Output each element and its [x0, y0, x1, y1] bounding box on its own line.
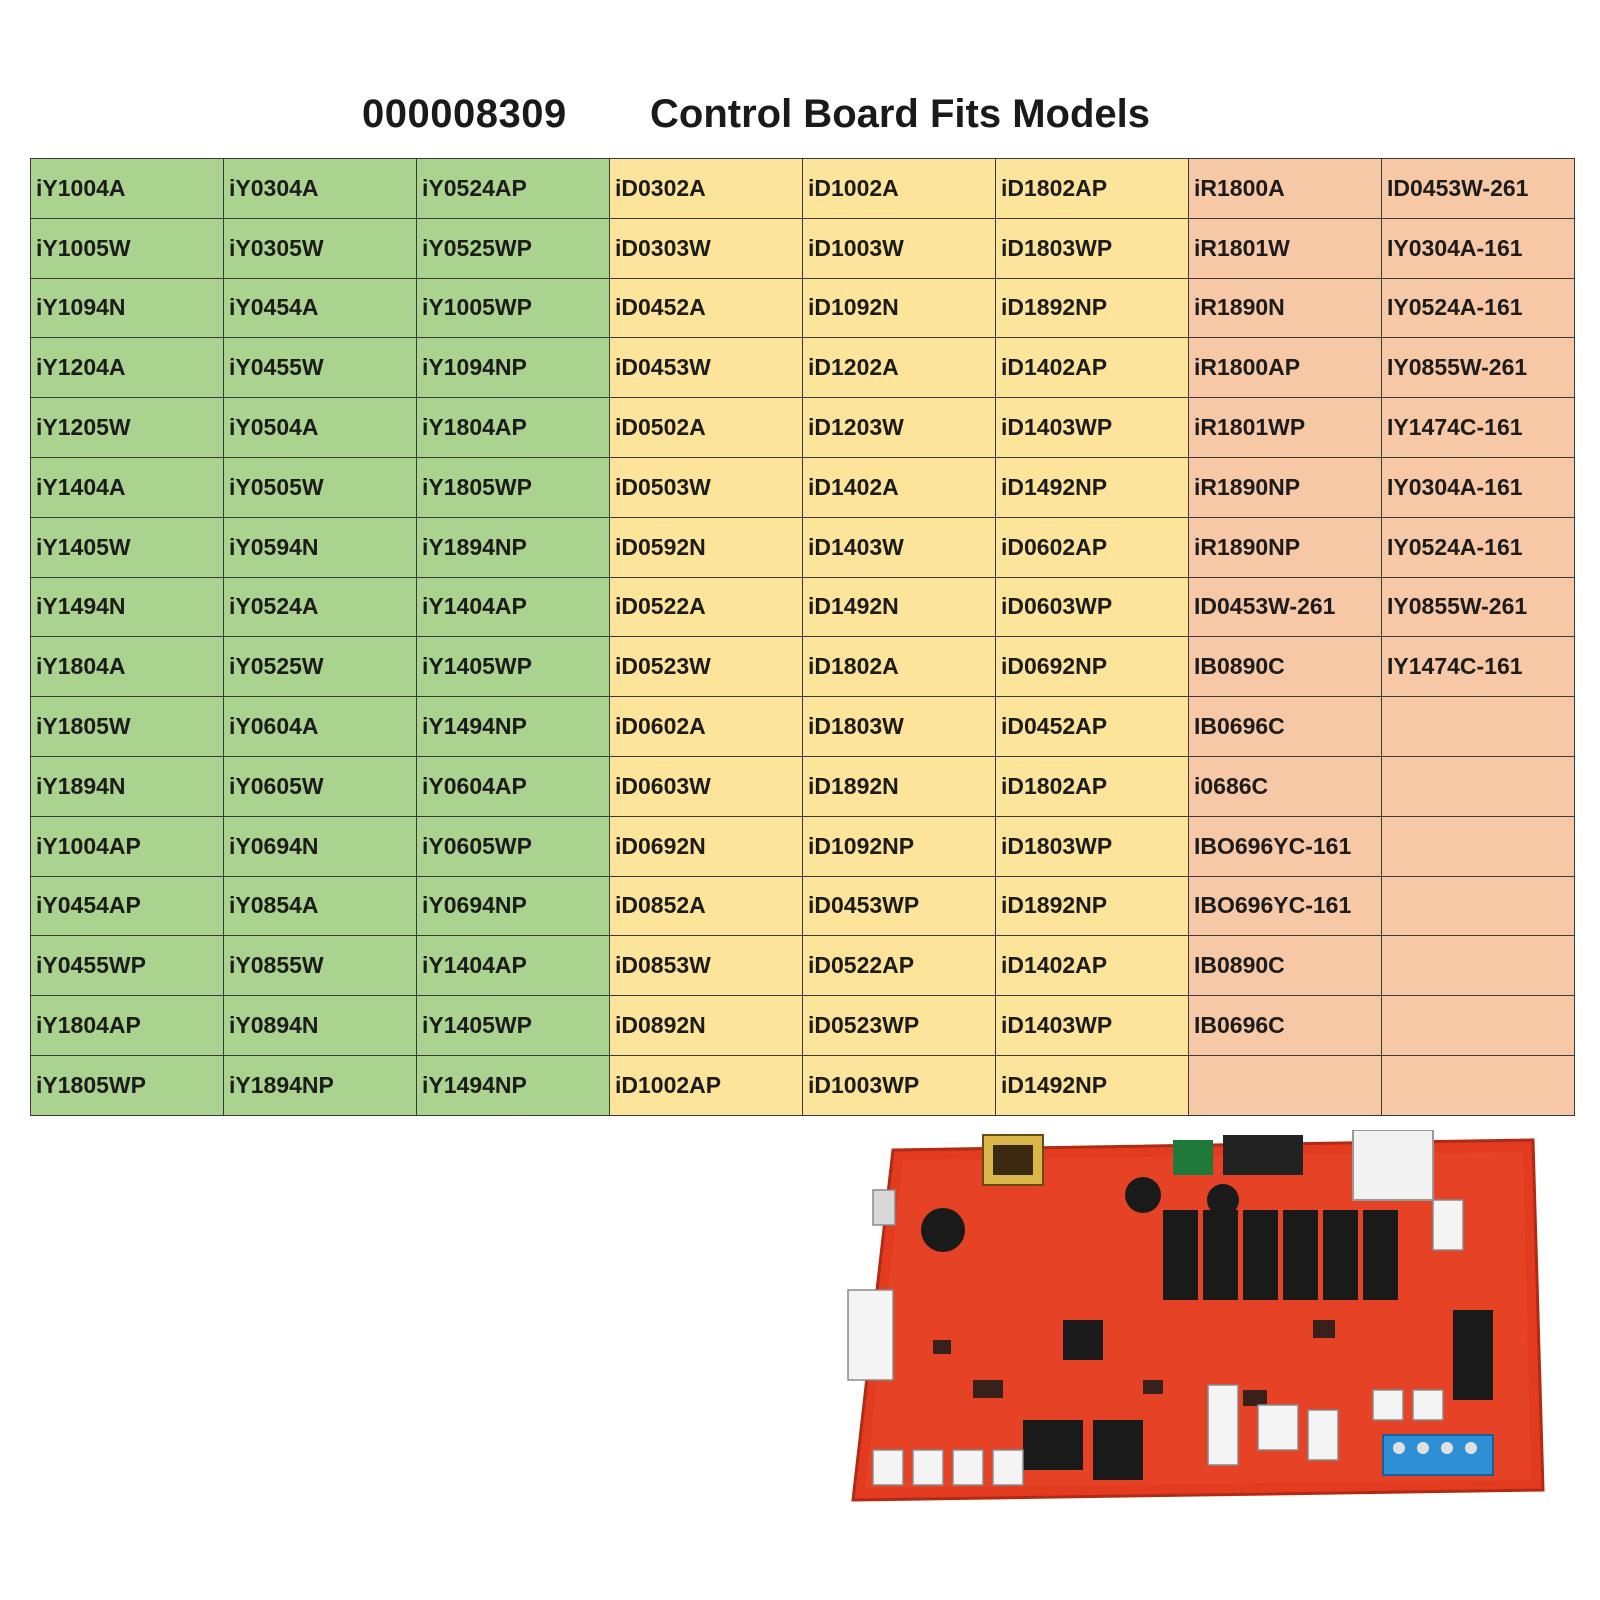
- model-cell: iD1403WP: [996, 398, 1189, 458]
- model-cell: iD1802AP: [996, 756, 1189, 816]
- model-cell: [1382, 876, 1575, 936]
- model-cell: ID0453W-261: [1189, 577, 1382, 637]
- model-cell: IBO696YC-161: [1189, 816, 1382, 876]
- model-cell: iD0602AP: [996, 517, 1189, 577]
- model-cell: iY0604A: [224, 697, 417, 757]
- model-cell: iY1804A: [31, 637, 224, 697]
- model-cell: iY1804AP: [417, 398, 610, 458]
- model-cell: iY0694NP: [417, 876, 610, 936]
- model-cell: iY1094NP: [417, 338, 610, 398]
- model-cell: iY0525W: [224, 637, 417, 697]
- table-row: [31, 816, 1575, 876]
- model-cell: iY0525WP: [417, 218, 610, 278]
- model-cell: iR1800A: [1189, 159, 1382, 219]
- model-cell: iY1405W: [31, 517, 224, 577]
- model-cell: iY0455W: [224, 338, 417, 398]
- model-cell: iY0605W: [224, 756, 417, 816]
- table-row: [31, 697, 1575, 757]
- model-cell: iD1003WP: [803, 1055, 996, 1115]
- model-cell: IY0855W-261: [1382, 577, 1575, 637]
- model-cell: IY0524A-161: [1382, 278, 1575, 338]
- model-cell: IB0890C: [1189, 936, 1382, 996]
- page-title: [0, 92, 1600, 144]
- model-cell: iY0304A: [224, 159, 417, 219]
- model-cell: iD0692NP: [996, 637, 1189, 697]
- model-cell: iD0592N: [610, 517, 803, 577]
- model-cell: iD0852A: [610, 876, 803, 936]
- model-cell: iY0505W: [224, 457, 417, 517]
- model-cell: iD0452A: [610, 278, 803, 338]
- model-cell: iD0453WP: [803, 876, 996, 936]
- model-cell: iD0602A: [610, 697, 803, 757]
- table-row: [31, 637, 1575, 697]
- model-cell: iY1205W: [31, 398, 224, 458]
- model-cell: iY0855W: [224, 936, 417, 996]
- model-cell: iD0302A: [610, 159, 803, 219]
- model-cell: IB0696C: [1189, 996, 1382, 1056]
- model-cell: iD0503W: [610, 457, 803, 517]
- model-cell: iD1492NP: [996, 457, 1189, 517]
- model-cell: iD1402AP: [996, 936, 1189, 996]
- model-cell: iD0502A: [610, 398, 803, 458]
- model-cell: iY1004AP: [31, 816, 224, 876]
- model-cell: ID0453W-261: [1382, 159, 1575, 219]
- model-cell: iY0504A: [224, 398, 417, 458]
- model-cell: iY1894NP: [224, 1055, 417, 1115]
- model-cell: iD1803WP: [996, 218, 1189, 278]
- model-cell: IY1474C-161: [1382, 637, 1575, 697]
- model-cell: iD0522A: [610, 577, 803, 637]
- model-cell: IB0890C: [1189, 637, 1382, 697]
- model-cell: iR1801W: [1189, 218, 1382, 278]
- control-board-image: [843, 1130, 1555, 1520]
- table-row: [31, 218, 1575, 278]
- model-cell: iY0854A: [224, 876, 417, 936]
- model-cell: iD1002AP: [610, 1055, 803, 1115]
- model-cell: [1382, 996, 1575, 1056]
- table-row: [31, 517, 1575, 577]
- model-cell: iY0524A: [224, 577, 417, 637]
- model-cell: iD0522AP: [803, 936, 996, 996]
- model-cell: iY1204A: [31, 338, 224, 398]
- model-cell: [1382, 936, 1575, 996]
- model-cell: IBO696YC-161: [1189, 876, 1382, 936]
- model-cell: iR1800AP: [1189, 338, 1382, 398]
- model-cell: iY0604AP: [417, 756, 610, 816]
- table-row: [31, 996, 1575, 1056]
- model-cell: iY1894N: [31, 756, 224, 816]
- model-cell: iR1890N: [1189, 278, 1382, 338]
- model-cell: iY0594N: [224, 517, 417, 577]
- model-cell: IY0304A-161: [1382, 457, 1575, 517]
- model-cell: iD0892N: [610, 996, 803, 1056]
- table-row: [31, 398, 1575, 458]
- model-cell: iD0603WP: [996, 577, 1189, 637]
- model-cell: iY1494NP: [417, 1055, 610, 1115]
- model-cell: iY0605WP: [417, 816, 610, 876]
- model-cell: iD1092NP: [803, 816, 996, 876]
- model-cell: iY0524AP: [417, 159, 610, 219]
- model-cell: IY0855W-261: [1382, 338, 1575, 398]
- table-row: [31, 876, 1575, 936]
- model-cell: iR1890NP: [1189, 457, 1382, 517]
- model-cell: iY1494N: [31, 577, 224, 637]
- model-cell: iD1892NP: [996, 876, 1189, 936]
- model-cell: iD0603W: [610, 756, 803, 816]
- table-row: [31, 338, 1575, 398]
- model-cell: IY0304A-161: [1382, 218, 1575, 278]
- model-cell: iY1005WP: [417, 278, 610, 338]
- model-cell: iD1403WP: [996, 996, 1189, 1056]
- model-cell: iY0894N: [224, 996, 417, 1056]
- model-cell: iD0853W: [610, 936, 803, 996]
- models-table: [30, 158, 1575, 1116]
- model-cell: iY1404AP: [417, 577, 610, 637]
- model-cell: iY1805WP: [31, 1055, 224, 1115]
- model-cell: iY1405WP: [417, 996, 610, 1056]
- table-row: [31, 936, 1575, 996]
- table-row: [31, 1055, 1575, 1115]
- table-row: [31, 159, 1575, 219]
- model-cell: IY0524A-161: [1382, 517, 1575, 577]
- model-cell: iD1202A: [803, 338, 996, 398]
- table-row: [31, 577, 1575, 637]
- model-cell: iY1094N: [31, 278, 224, 338]
- model-cell: [1382, 816, 1575, 876]
- model-cell: iD1803W: [803, 697, 996, 757]
- model-cell: IB0696C: [1189, 697, 1382, 757]
- model-cell: iD1402A: [803, 457, 996, 517]
- model-cell: [1189, 1055, 1382, 1115]
- model-cell: iD1492NP: [996, 1055, 1189, 1115]
- model-cell: iY0454AP: [31, 876, 224, 936]
- model-cell: iD1802A: [803, 637, 996, 697]
- model-cell: [1382, 697, 1575, 757]
- model-cell: i0686C: [1189, 756, 1382, 816]
- table-row: [31, 457, 1575, 517]
- model-cell: iD1002A: [803, 159, 996, 219]
- model-cell: iD0523WP: [803, 996, 996, 1056]
- model-cell: iY1404AP: [417, 936, 610, 996]
- model-cell: iR1801WP: [1189, 398, 1382, 458]
- model-cell: iD0523W: [610, 637, 803, 697]
- table-row: [31, 278, 1575, 338]
- model-cell: iD1203W: [803, 398, 996, 458]
- control-board-illustration: [843, 1130, 1555, 1520]
- model-cell: iD1892NP: [996, 278, 1189, 338]
- model-cell: iD0692N: [610, 816, 803, 876]
- model-cell: iD1803WP: [996, 816, 1189, 876]
- model-cell: [1382, 1055, 1575, 1115]
- model-cell: iY0305W: [224, 218, 417, 278]
- model-cell: iD1003W: [803, 218, 996, 278]
- model-cell: iY1805WP: [417, 457, 610, 517]
- model-cell: iY1404A: [31, 457, 224, 517]
- model-cell: iY1804AP: [31, 996, 224, 1056]
- model-cell: iD1092N: [803, 278, 996, 338]
- model-cell: iY0694N: [224, 816, 417, 876]
- model-cell: iD1892N: [803, 756, 996, 816]
- model-cell: iR1890NP: [1189, 517, 1382, 577]
- model-cell: iD1403W: [803, 517, 996, 577]
- part-number: 000008309: [362, 92, 567, 136]
- model-cell: iD0453W: [610, 338, 803, 398]
- model-cell: iY1405WP: [417, 637, 610, 697]
- model-cell: iY1005W: [31, 218, 224, 278]
- model-cell: iD0452AP: [996, 697, 1189, 757]
- model-cell: [1382, 756, 1575, 816]
- model-cell: iD0303W: [610, 218, 803, 278]
- model-cell: iY1494NP: [417, 697, 610, 757]
- model-cell: iD1492N: [803, 577, 996, 637]
- table-row: [31, 756, 1575, 816]
- model-cell: iY1805W: [31, 697, 224, 757]
- model-cell: iD1402AP: [996, 338, 1189, 398]
- model-cell: iY0454A: [224, 278, 417, 338]
- model-cell: iY1004A: [31, 159, 224, 219]
- title-text: Control Board Fits Models: [650, 92, 1150, 136]
- model-cell: IY1474C-161: [1382, 398, 1575, 458]
- model-cell: iY0455WP: [31, 936, 224, 996]
- model-cell: iD1802AP: [996, 159, 1189, 219]
- model-cell: iY1894NP: [417, 517, 610, 577]
